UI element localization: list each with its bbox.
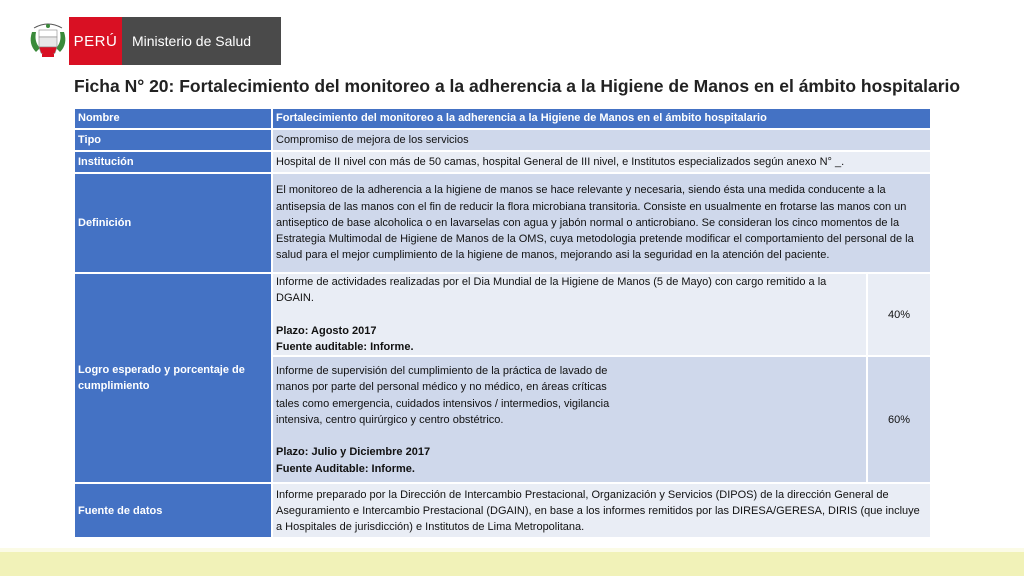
- value-nombre: Fortalecimiento del monitoreo a la adherencia a la Higiene de Manos en el ámbito hospitalario: [273, 109, 930, 130]
- table-row-fuente: [75, 484, 930, 539]
- header: [0, 0, 1024, 72]
- page-title: Ficha N° 20: Fortalecimiento del monitoreo a la adherencia a la Higiene de Manos en el ámbito hospitalario: [74, 76, 961, 96]
- logro-2-text-line-2: manos por parte del personal médico y no médico, en áreas críticas: [276, 381, 607, 394]
- label-fuente: Fuente de datos: [75, 484, 273, 539]
- logro-1-text: Informe de actividades realizadas por el Dia Mundial de la Higiene de Manos (5 de Mayo) con cargo remitido a la DGAIN.: [276, 276, 827, 305]
- country-badge: PERÚ: [69, 17, 122, 65]
- ficha-table: [75, 109, 930, 539]
- ministry-logo: [69, 17, 281, 65]
- ministry-name: Ministerio de Salud: [122, 17, 281, 65]
- logro-1-percentage: 40%: [866, 274, 930, 357]
- table-row-definicion: [75, 174, 930, 274]
- label-tipo: Tipo: [75, 130, 273, 152]
- logro-2-text-line-4: intensiva, centro quirúrgico y centro obstétrico.: [276, 413, 504, 426]
- logro-1-fuente: Fuente auditable: Informe.: [276, 341, 414, 354]
- logro-2-plazo: Plazo: Julio y Diciembre 2017: [276, 446, 431, 459]
- label-nombre: Nombre: [75, 109, 273, 130]
- value-definicion: El monitoreo de la adherencia a la higiene de manos se hace relevante y necesaria, siendo ésta una medida conducente a la antisepsia de las manos con el fin de reducir la flora microbiana transitoria. Consiste en usualmente en frotarse las manos con un antiseptico de base alcoholica o en lavarselas con agua y jabón normal o anticrobiano. Se consideran los cinco momentos de la Estrategia Multimodal de Higiene de Manos de la OMS, cuya metodologia pretende modificar el comportamiento del personal de la salud para el mejor cumplimiento de la higiene de manos, mejorando asi la seguridad en la atención del paciente.: [273, 174, 930, 274]
- value-institucion: Hospital de II nivel con más de 50 camas, hospital General de III nivel, e Institutos especializados según anexo N° _.: [273, 152, 930, 174]
- table-row-nombre: [75, 109, 930, 130]
- peru-coat-of-arms-icon: [28, 18, 68, 64]
- logro-2-percentage: 60%: [866, 357, 930, 484]
- value-logro-2: [273, 357, 866, 484]
- logro-2-fuente: Fuente Auditable: Informe.: [276, 462, 415, 475]
- label-definicion: Definición: [75, 174, 273, 274]
- logro-2-text-line-3: tales como emergencia, cuidados intensivos / intermedios, vigilancia: [276, 397, 610, 410]
- value-tipo: Compromiso de mejora de los servicios: [273, 130, 930, 152]
- label-logro: Logro esperado y porcentaje de cumplimiento: [75, 274, 273, 484]
- table-row-logro-1: [75, 274, 930, 357]
- logro-1-plazo: Plazo: Agosto 2017: [276, 324, 377, 337]
- footer-band: [0, 552, 1024, 576]
- logro-2-text-line-1: Informe de supervisión del cumplimiento de la práctica de lavado de: [276, 364, 608, 377]
- table-row-tipo: [75, 130, 930, 152]
- label-institucion: Institución: [75, 152, 273, 174]
- value-fuente: Informe preparado por la Dirección de Intercambio Prestacional, Organización y Servicios (DIPOS) de la dirección General de Aseguramiento e Intercambio Prestacional (DGAIN), en base a los informes remitidos por las DIRESA/GERESA, DIRIS (que incluye a Hospitales de jurisdicción) e Institutos de Lima Metropolitana.: [273, 484, 930, 539]
- table-row-institucion: [75, 152, 930, 174]
- value-logro-1: [273, 274, 866, 357]
